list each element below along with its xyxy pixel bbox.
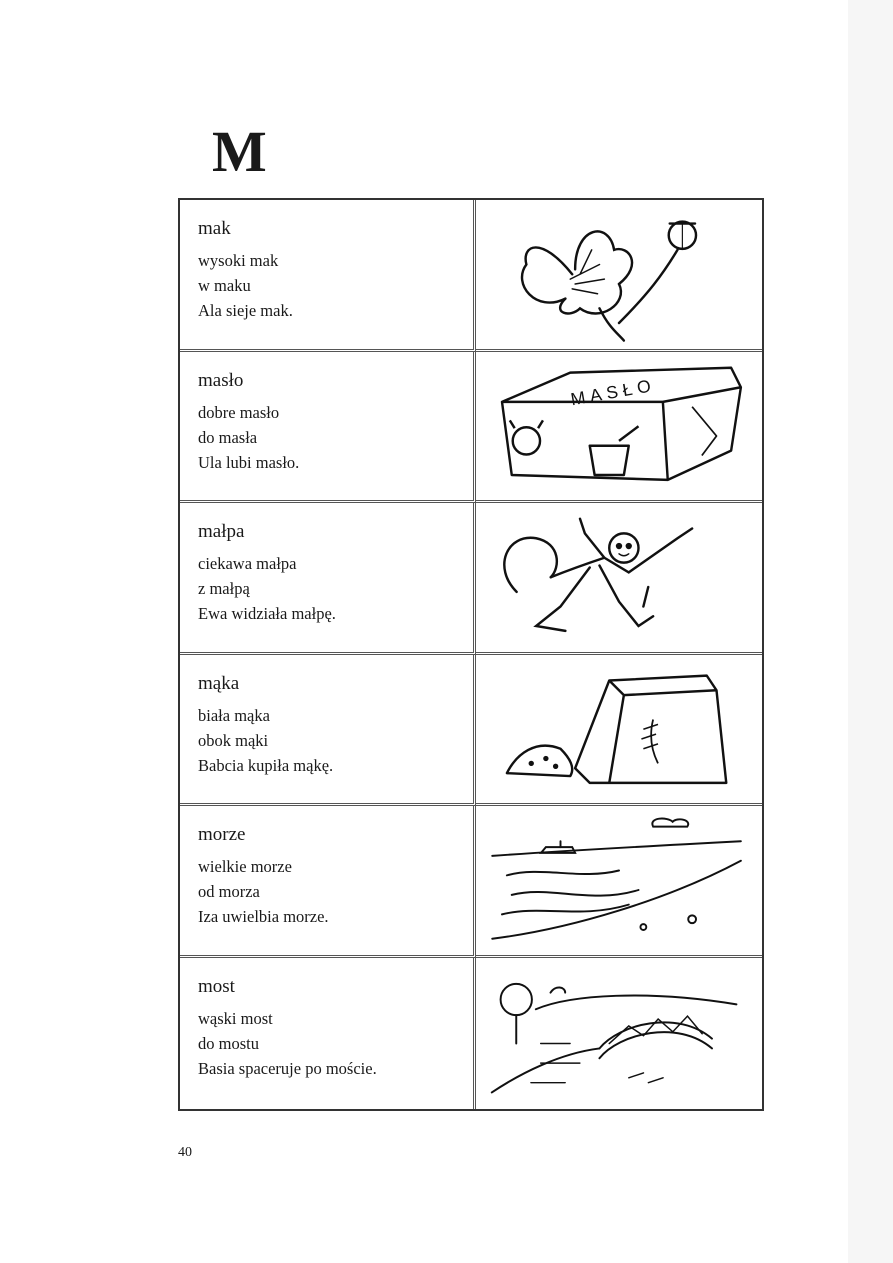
entry-line: dobre masło [198,402,280,422]
entry-line: obok mąki [198,730,269,750]
entry-line: Babcia kupiła mąkę. [198,755,334,775]
entry-line: wąski most [198,1008,273,1028]
entry-picture-cell [476,503,762,655]
entry-line: z małpą [198,579,250,598]
entry-line: biała mąka [198,705,270,725]
vocabulary-table [178,198,764,1111]
butter-label: MASŁO [569,374,658,409]
entry-picture-cell [476,200,762,352]
entry-word: małpa [198,521,245,542]
page-edge-shade [848,0,893,1263]
entry-line: ciekawa małpa [198,554,297,573]
monkey-icon [482,509,756,646]
entry-line: do masła [198,427,258,447]
sea-shore-icon [482,812,756,949]
entry-picture-cell [476,352,762,504]
entry-text-cell [180,503,476,655]
entry-word: mak [198,218,231,239]
entry-line: Ewa widziała małpę. [198,604,336,623]
bridge-icon [482,964,756,1104]
entry-line: Ala sieje mak. [198,301,293,320]
entry-line: wielkie morze [198,857,292,876]
entry-line: Iza uwielbia morze. [198,907,329,926]
entry-line: Ula lubi masło. [198,452,300,472]
entry-line: od morza [198,882,260,901]
entry-text-cell [180,200,476,352]
entry-text-cell [180,352,476,504]
entry-text-cell [180,806,476,958]
entry-line: do mostu [198,1033,259,1053]
entry-line: wysoki mak [198,251,279,270]
heading-letter: M [212,119,268,184]
entry-word: mąka [198,672,240,694]
entry-line: Basia spaceruje po moście. [198,1058,377,1078]
entry-text-cell [180,958,476,1110]
entry-word: masło [198,369,244,391]
butter-package-icon [482,358,756,495]
entry-picture-cell [476,806,762,958]
poppy-flower-icon [482,206,756,343]
entry-line: w maku [198,276,251,295]
page-number: 40 [178,1145,192,1160]
entry-text-cell [180,655,476,807]
flour-bag-icon [482,661,756,798]
entry-picture-cell [476,958,762,1110]
entry-word: morze [198,824,246,845]
entry-word: most [198,975,235,997]
entry-picture-cell [476,655,762,807]
